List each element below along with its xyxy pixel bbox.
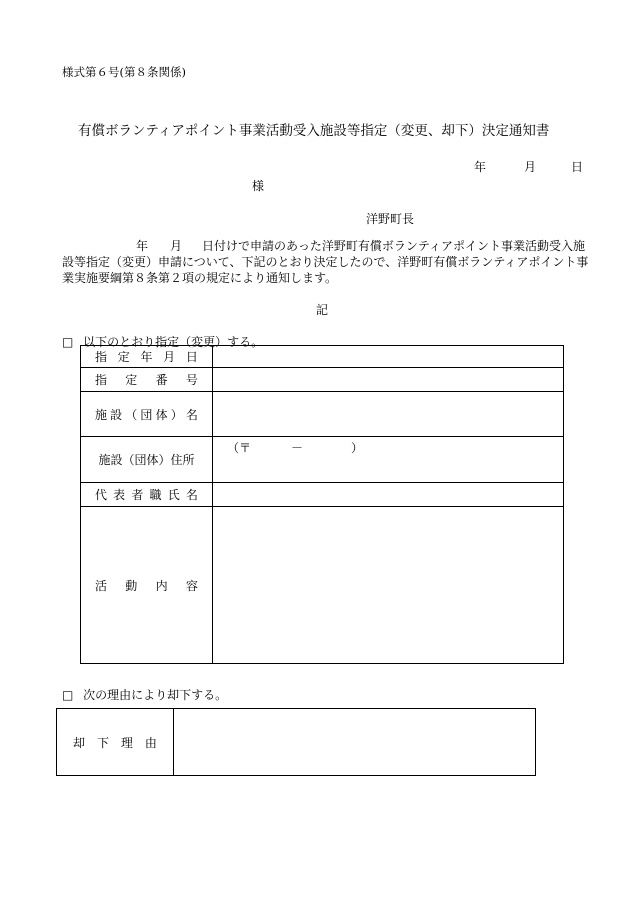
body-month: 月	[170, 239, 183, 253]
table-row	[81, 392, 564, 437]
label-facility-name: 施 設 （ 団 体 ） 名	[81, 392, 213, 437]
body-text: 日付けで申請のあった洋野町有償ボランティアポイント事業活動受入施設等指定（変更）申請について、下記のとおり決定したので、洋野町有償ボランティアポイント事業実施要綱第８条第２項の規定により通知します。	[62, 239, 589, 285]
label-representative: 代 表 者 職 氏 名	[81, 483, 213, 507]
checkbox-icon[interactable]: □	[62, 335, 74, 349]
value-designation-number[interactable]	[212, 368, 563, 392]
rejection-table	[56, 708, 536, 776]
date-day-label: 日	[571, 160, 584, 174]
checkbox-icon[interactable]: □	[62, 688, 74, 702]
date-year-label: 年	[474, 160, 487, 174]
table-row	[57, 709, 536, 776]
option-reject	[62, 686, 227, 703]
table-row	[81, 346, 564, 368]
postal-open: （〒	[226, 441, 251, 455]
value-rejection-reason[interactable]	[173, 709, 535, 776]
issuer-name: 洋野町長	[366, 212, 415, 226]
ki-heading: 記	[316, 303, 329, 317]
table-row	[81, 368, 564, 392]
table-row	[81, 483, 564, 507]
postal-dash: －	[290, 441, 303, 455]
value-activity-content[interactable]	[212, 507, 563, 664]
label-facility-address: 施設（団体）住所	[81, 437, 213, 483]
label-rejection-reason: 却 下 理 由	[57, 709, 174, 776]
date-month-label: 月	[524, 160, 537, 174]
addressee-suffix: 様	[252, 179, 265, 193]
document-title: 有償ボランティアポイント事業活動受入施設等指定（変更、却下）決定通知書	[78, 123, 550, 139]
option-reject-text: 次の理由により却下する。	[83, 688, 228, 702]
label-designation-date: 指 定 年 月 日	[81, 346, 213, 368]
value-facility-name[interactable]	[212, 392, 563, 437]
form-number: 様式第６号(第８条関係)	[62, 65, 186, 79]
value-representative[interactable]	[212, 483, 563, 507]
body-year: 年	[136, 239, 149, 253]
notice-body	[62, 238, 592, 286]
designation-table	[80, 345, 564, 664]
value-designation-date[interactable]	[212, 346, 563, 368]
value-facility-address[interactable]	[212, 437, 563, 483]
postal-close: ）	[350, 441, 363, 455]
label-activity-content: 活 動 内 容	[81, 507, 213, 664]
table-row	[81, 507, 564, 664]
label-designation-number: 指 定 番 号	[81, 368, 213, 392]
table-row	[81, 437, 564, 483]
option-designate-text: 以下のとおり指定（変更）する。	[83, 335, 264, 349]
